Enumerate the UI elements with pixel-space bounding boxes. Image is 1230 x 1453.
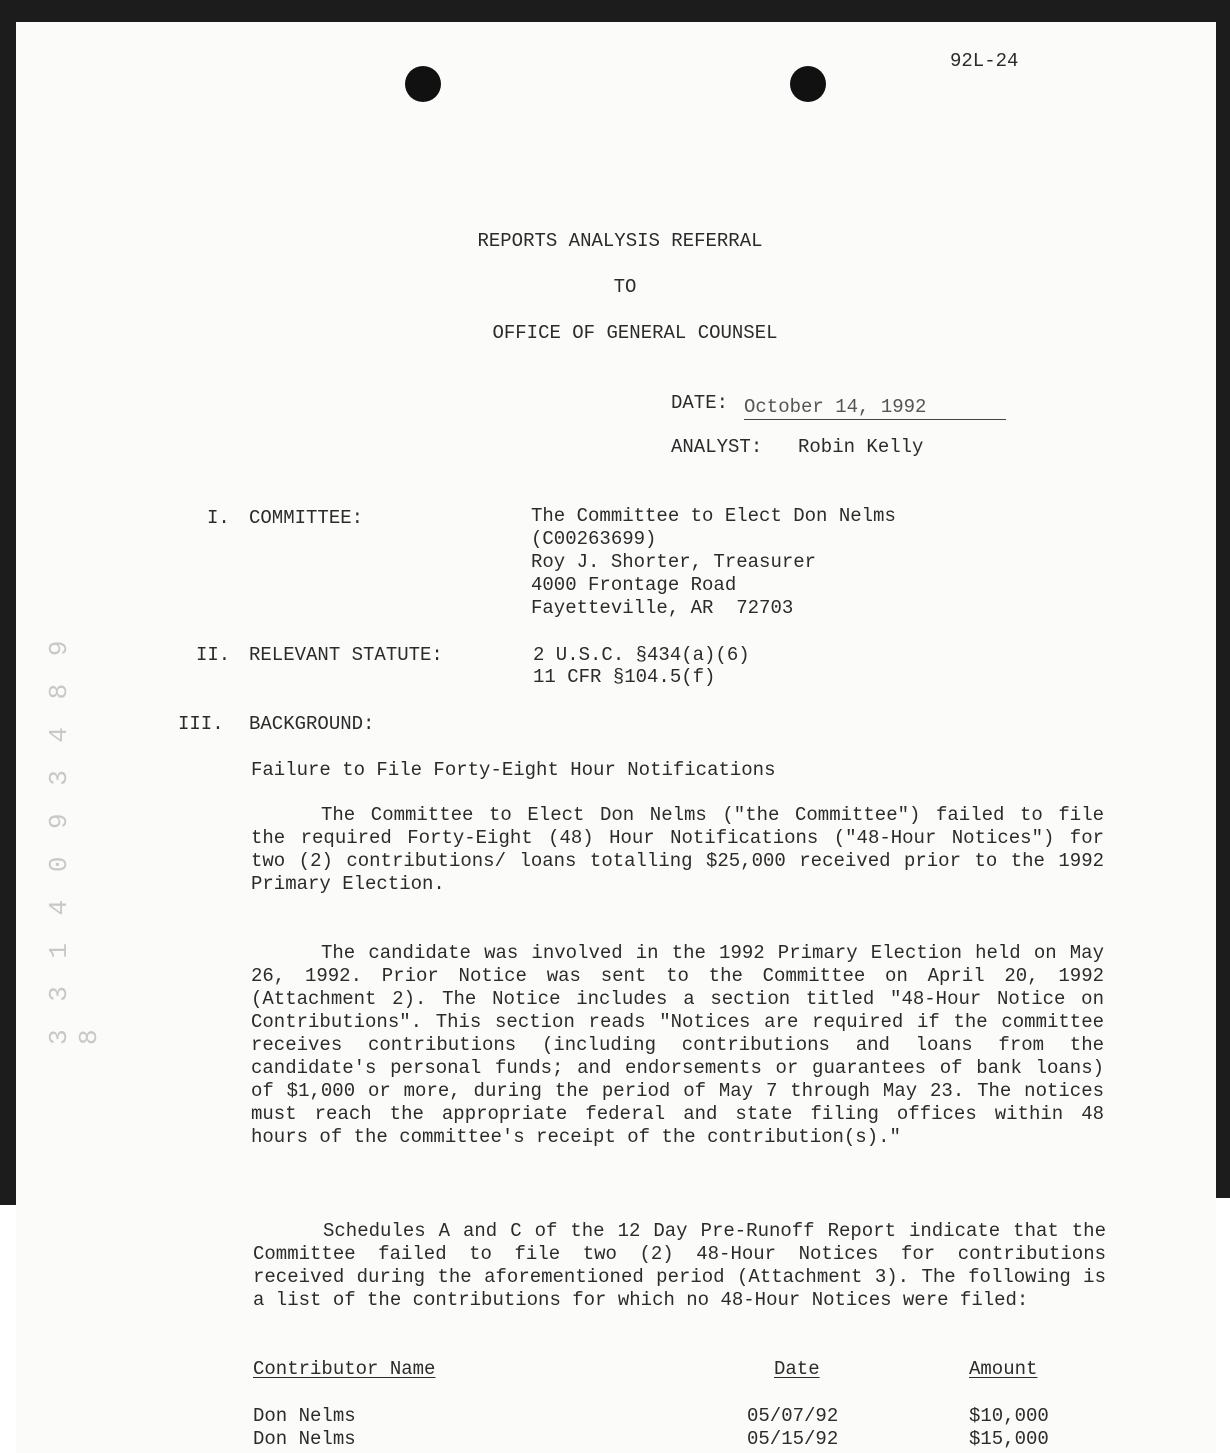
document-office: OFFICE OF GENERAL COUNSEL <box>492 322 778 344</box>
table-header-contributor: Contributor Name <box>253 1358 436 1380</box>
document-to: TO <box>613 276 637 298</box>
background-paragraph-3: Schedules A and C of the 12 Day Pre-Runoff Report indicate that the Committee failed to file two (2) 48-Hour Notices for contributions received during the aforementioned period (Attachment 3). The following is a list of the contributions for which no 48-Hour Notices were filed: <box>253 1220 1106 1311</box>
document-title: REPORTS ANALYSIS REFERRAL <box>477 230 763 252</box>
table-header-amount: Amount <box>969 1358 1038 1380</box>
section-statute-numeral: II. <box>196 644 231 666</box>
background-paragraph-2: The candidate was involved in the 1992 Primary Election held on May 26, 1992. Prior Notice was sent to the Committee on April 20, 1992 (Attachment 2). The Notice includes a section titled "48-Hour Notice on Contributions". This section reads "Notices are required if the committee receives contributions (including contributions and loans from the candidate's personal funds; and endorsements or guarantees of bank loans) of $1,000 or more, during the period of May 7 through May 23. The notices must reach the appropriate federal and state filing offices within 48 hours of the committee's receipt of the contribution(s)." <box>251 942 1104 1148</box>
analyst-label: ANALYST: <box>671 436 763 458</box>
margin-stamp: 3 3 1 4 0 9 3 4 8 9 8 <box>44 634 104 1045</box>
analyst-value: Robin Kelly <box>798 436 924 458</box>
statute-line-1: 2 U.S.C. §434(a)(6) <box>533 644 750 666</box>
background-paragraph-1: The Committee to Elect Don Nelms ("the Committee") failed to file the required Forty-Eight (48) Hour Notifications ("48-Hour Notices") for two (2) contributions/ loans totalling $25,000 received prior to the 1992 Primary Election. <box>251 804 1104 895</box>
committee-name: The Committee to Elect Don Nelms <box>531 505 896 527</box>
scan-border-top <box>0 0 1230 22</box>
background-subheading: Failure to File Forty-Eight Hour Notifications <box>251 759 776 781</box>
document-code: 92L-24 <box>950 50 1019 72</box>
table-cell-name: Don Nelms <box>253 1428 356 1450</box>
section-background-numeral: III. <box>178 713 224 735</box>
table-cell-amount: $15,000 <box>969 1428 1049 1450</box>
scan-border-right <box>1216 0 1230 1198</box>
committee-city: Fayetteville, AR 72703 <box>531 597 794 619</box>
table-header-date: Date <box>774 1358 820 1380</box>
committee-street: 4000 Frontage Road <box>531 574 737 596</box>
scan-border-left <box>0 0 16 1205</box>
table-cell-amount: $10,000 <box>969 1405 1049 1427</box>
table-cell-name: Don Nelms <box>253 1405 356 1427</box>
committee-id: (C00263699) <box>531 528 657 550</box>
statute-line-2: 11 CFR §104.5(f) <box>533 666 716 688</box>
date-value: October 14, 1992 <box>744 396 1006 420</box>
punch-hole-right <box>790 66 826 102</box>
committee-treasurer: Roy J. Shorter, Treasurer <box>531 551 817 573</box>
table-cell-date: 05/15/92 <box>747 1428 839 1450</box>
table-cell-date: 05/07/92 <box>747 1405 839 1427</box>
section-committee-label: COMMITTEE: <box>249 507 364 529</box>
section-background-label: BACKGROUND: <box>249 713 375 735</box>
date-label: DATE: <box>671 392 729 414</box>
punch-hole-left <box>405 66 441 102</box>
section-committee-numeral: I. <box>207 507 230 529</box>
section-statute-label: RELEVANT STATUTE: <box>249 644 443 666</box>
